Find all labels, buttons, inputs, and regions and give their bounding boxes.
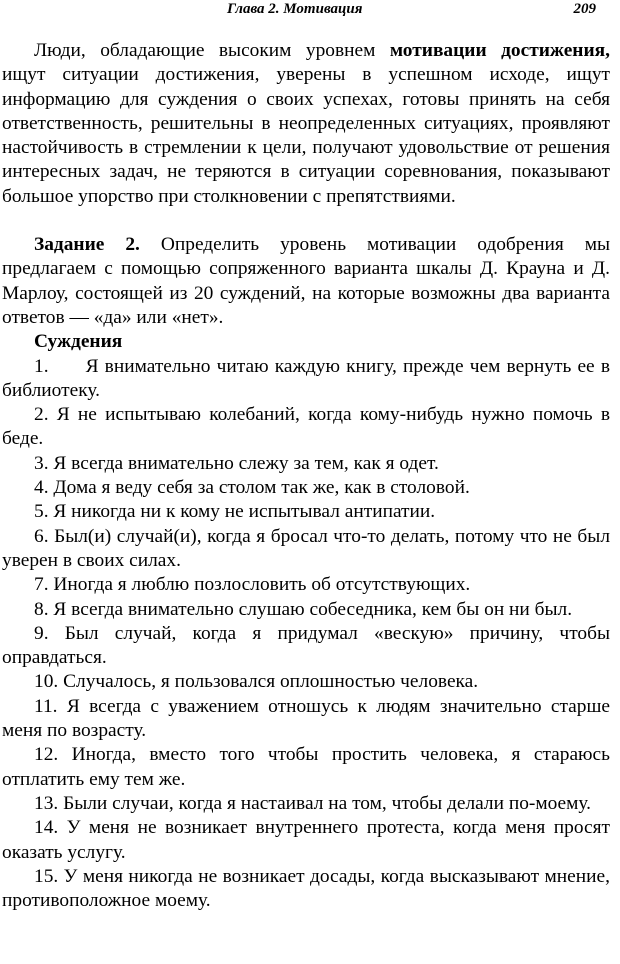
judgment-item: 9. Был случай, когда я придумал «вескую» причину, чтобы оправдаться. bbox=[2, 622, 610, 669]
chapter-title: Глава 2. Мотивация bbox=[227, 1, 363, 17]
intro-text-start: Люди, обладающие высоким уровнем bbox=[34, 40, 390, 61]
task-text: Определить уровень мотивации одобрения мы предлагаем с помощью сопряженного варианта шкалы Д. Крауна и Д. Марлоу, состоящей из 20 суждений, на которые возможны два варианта ответов — «да» или «нет». bbox=[2, 234, 611, 328]
paragraph-gap bbox=[2, 209, 610, 233]
intro-paragraph bbox=[2, 39, 610, 209]
judgment-item: 6. Был(и) случай(и), когда я бросал что-то делать, потому что не был уверен в своих силах. bbox=[2, 525, 610, 571]
intro-bold-term: мотивации достижения, bbox=[389, 40, 610, 61]
judgment-item: 11. Я всегда с уважением отношусь к людям значительно старше меня по возрасту. bbox=[2, 695, 610, 742]
judgment-item: 3. Я всегда внимательно слежу за тем, как я одет. bbox=[34, 452, 439, 474]
judgment-item: 7. Иногда я люблю позлословить об отсутствующих. bbox=[34, 574, 471, 596]
judgment-item: 13. Были случаи, когда я настаивал на том, чтобы делали по-моему. bbox=[34, 792, 592, 814]
judgment-item: 4. Дома я веду себя за столом так же, как в столовой. bbox=[34, 477, 470, 499]
intro-text-rest: ищут ситуации достижения, уверены в успешном исходе, ищут информацию для суждения о своих успехах, готовы принять на себя ответственность, решительны в неопределенных ситуациях, проявляют настойчивость в стремлении к цели, получают удовольствие от решения интересных задач, не теряются в ситуации соревнования, показывают большое упорство при столкновении с препятствиями. bbox=[2, 64, 610, 207]
judgments-heading: Суждения bbox=[34, 331, 123, 353]
judgment-item: 2. Я не испытываю колебаний, когда кому-нибудь нужно помочь в беде. bbox=[2, 404, 610, 450]
judgment-item: 14. У меня не возникает внутреннего протеста, когда меня просят оказать услугу. bbox=[2, 817, 610, 863]
task-paragraph bbox=[2, 233, 610, 330]
judgment-item: 1. Я внимательно читаю каждую книгу, прежде чем вернуть ее в библиотеку. bbox=[2, 355, 615, 401]
judgment-item: 10. Случалось, я пользовался оплошностью человека. bbox=[34, 671, 479, 693]
judgment-item: 15. У меня никогда не возникает досады, когда высказывают мнение, противоположное моему. bbox=[2, 865, 610, 912]
judgment-item: 5. Я никогда ни к кому не испытывал антипатии. bbox=[34, 501, 436, 523]
task-label: Задание 2. bbox=[34, 234, 140, 256]
running-header bbox=[2, 0, 610, 22]
page-number: 209 bbox=[573, 1, 596, 17]
judgment-item: 8. Я всегда внимательно слушаю собеседника, кем бы он ни был. bbox=[34, 598, 573, 620]
judgment-item: 12. Иногда, вместо того чтобы простить человека, я стараюсь отплатить ему тем же. bbox=[2, 744, 610, 790]
page-body bbox=[2, 39, 615, 913]
